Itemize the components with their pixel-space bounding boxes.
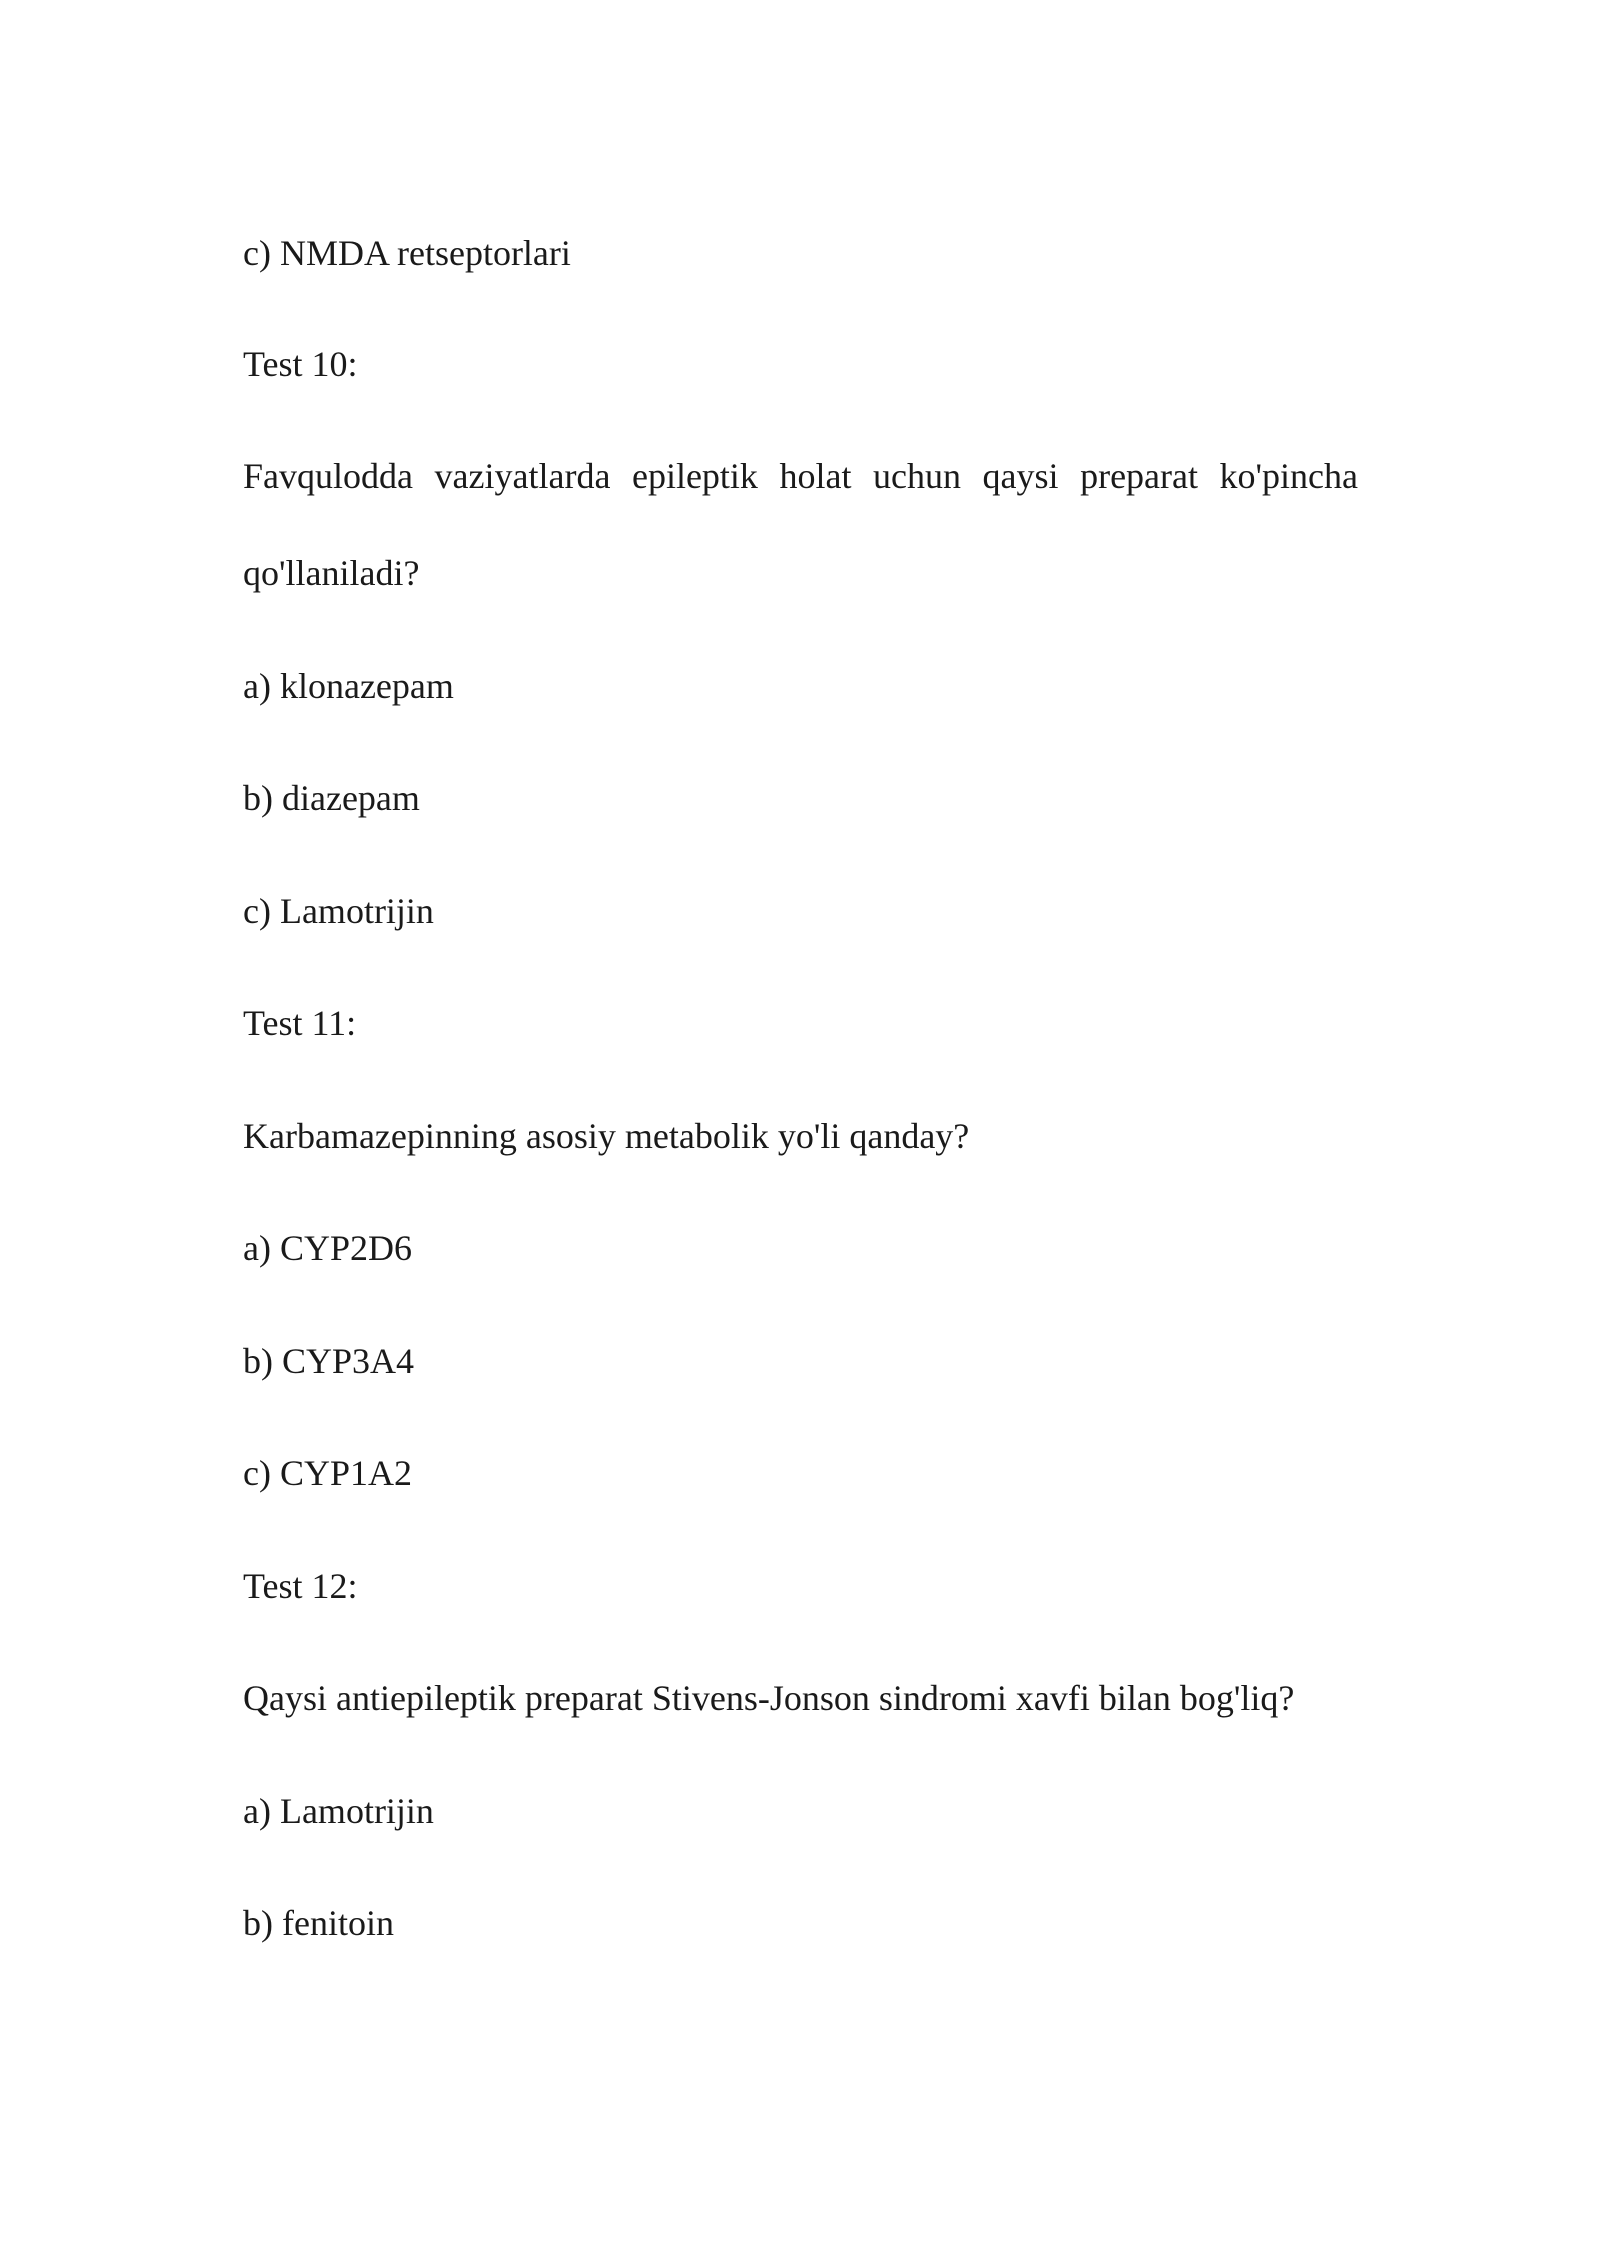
- test-12-option-a: a) Lamotrijin: [243, 1791, 434, 1831]
- test-10-option-b: b) diazepam: [243, 778, 420, 818]
- test-10-question-line-2: qo'llaniladi?: [243, 553, 420, 593]
- test-10-question-line-1: Favqulodda vaziyatlarda epileptik holat uchun qaysi preparat ko'pincha: [243, 456, 1358, 496]
- test-11-option-c: c) CYP1A2: [243, 1453, 412, 1493]
- test-12-question: Qaysi antiepileptik preparat Stivens-Jonson sindromi xavfi bilan bog'liq?: [243, 1678, 1295, 1718]
- test-12-heading: Test 12:: [243, 1566, 358, 1606]
- test-10-heading: Test 10:: [243, 344, 358, 384]
- test-11-question: Karbamazepinning asosiy metabolik yo'li qanday?: [243, 1116, 970, 1156]
- test-10-option-a: a) klonazepam: [243, 666, 454, 706]
- test-11-option-b: b) CYP3A4: [243, 1341, 415, 1381]
- answer-option-9c: c) NMDA retseptorlari: [243, 233, 571, 273]
- test-11-option-a: a) CYP2D6: [243, 1228, 412, 1268]
- test-11-heading: Test 11:: [243, 1003, 357, 1043]
- test-10-option-c: c) Lamotrijin: [243, 891, 434, 931]
- test-12-option-b: b) fenitoin: [243, 1903, 394, 1943]
